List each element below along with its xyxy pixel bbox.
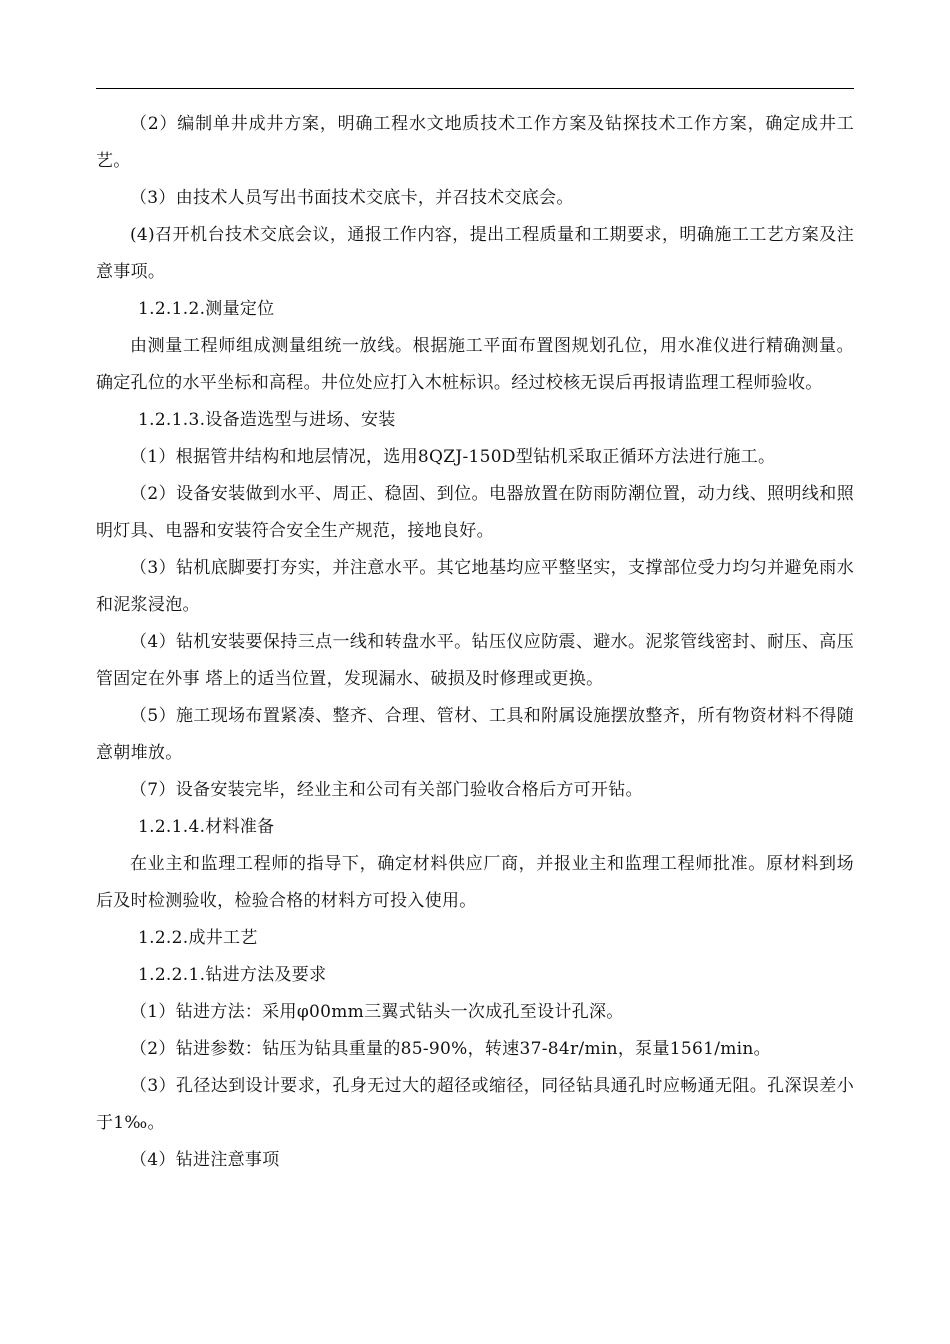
header-rule [96,88,854,89]
section-heading-1-2-2: 1.2.2.成井工艺 [138,928,258,948]
paragraph-equip-7: （7）设备安装完毕，经业主和公司有关部门验收合格后方可开钻。 [130,780,643,800]
paragraph-drill-2: （2）钻进参数：钻压为钻具重量的85-90%，转速37-84r/min，泵量1561/min。 [130,1039,771,1059]
paragraph-equip-4: （4）钻机安装要保持三点一线和转盘水平。钻压仪应防震、避水。泥浆管线密封、耐压、高压管固定在外事 塔上的适当位置，发现漏水、破损及时修理或更换。 [96,632,854,689]
paragraph-3: (4)召开机台技术交底会议，通报工作内容，提出工程质量和工期要求，明确施工工艺方案及注意事项。 [96,225,854,282]
paragraph-survey: 由测量工程师组成测量组统一放线。根据施工平面布置图规划孔位，用水准仪进行精确测量。确定孔位的水平坐标和高程。井位处应打入木桩标识。经过校核无误后再报请监理工程师验收。 [96,336,854,393]
section-heading-1-2-1-4: 1.2.1.4.材料准备 [138,817,275,837]
paragraph-drill-3: （3）孔径达到设计要求，孔身无过大的超径或缩径，同径钻具通孔时应畅通无阻。孔深误差小于1‰。 [96,1076,854,1133]
paragraph-equip-5: （5）施工现场布置紧凑、整齐、合理、管材、工具和附属设施摆放整齐，所有物资材料不得随意朝堆放。 [96,706,854,763]
paragraph-equip-1: （1）根据管井结构和地层情况，选用8QZJ-150D型钻机采取正循环方法进行施工。 [130,447,776,467]
document-body [96,106,854,1179]
paragraph-equip-2: （2）设备安装做到水平、周正、稳固、到位。电器放置在防雨防潮位置，动力线、照明线和照明灯具、电器和安装符合安全生产规范，接地良好。 [96,484,854,541]
section-heading-1-2-1-2: 1.2.1.2.测量定位 [138,299,275,319]
paragraph-2: （3）由技术人员写出书面技术交底卡，并召技术交底会。 [130,188,574,208]
paragraph-equip-3: （3）钻机底脚要打夯实，并注意水平。其它地基均应平整坚实，支撑部位受力均匀并避免雨水和泥浆浸泡。 [96,558,854,615]
paragraph-drill-4: （4）钻进注意事项 [130,1150,280,1170]
paragraph-drill-1: （1）钻进方法：采用φ00mm三翼式钻头一次成孔至设计孔深。 [130,1002,624,1022]
section-heading-1-2-1-3: 1.2.1.3.设备造选型与进场、安装 [138,410,396,430]
paragraph-materials: 在业主和监理工程师的指导下，确定材料供应厂商，并报业主和监理工程师批准。原材料到场后及时检测验收，检验合格的材料方可投入使用。 [96,854,854,911]
paragraph-1: （2）编制单井成井方案，明确工程水文地质技术工作方案及钻探技术工作方案，确定成井工艺。 [96,114,854,171]
section-heading-1-2-2-1: 1.2.2.1.钻进方法及要求 [138,965,327,985]
